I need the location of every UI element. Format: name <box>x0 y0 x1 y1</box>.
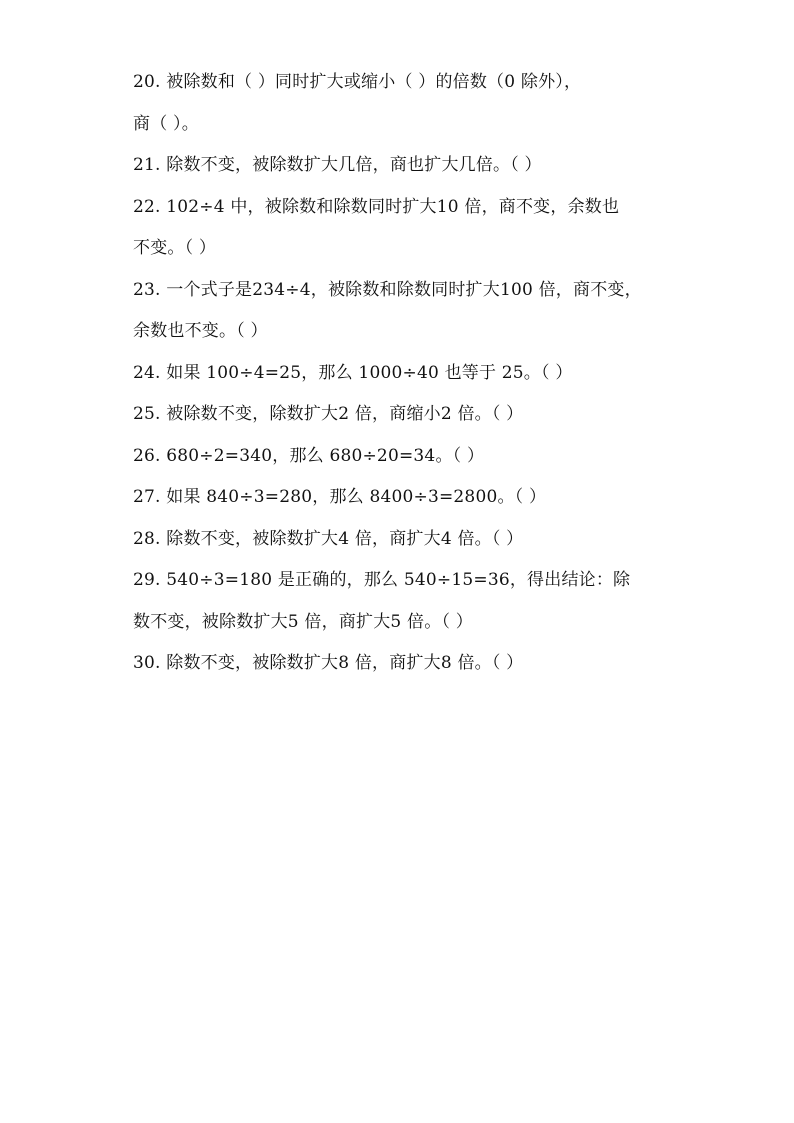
question-25 <box>133 400 673 442</box>
question-20-line-1: 20. 被除数和（ ）同时扩大或缩小（ ）的倍数（0 除外）， <box>133 72 582 92</box>
question-24-line-1: 24. 如果 100÷4=25，那么 1000÷40 也等于 25。（ ） <box>133 362 573 383</box>
question-22 <box>133 193 673 276</box>
question-25-line-1: 25. 被除数不变，除数扩大2 倍，商缩小2 倍。（ ） <box>133 404 524 424</box>
question-list <box>133 68 673 691</box>
question-30-line-1: 30. 除数不变，被除数扩大8 倍，商扩大8 倍。（ ） <box>133 653 524 673</box>
question-26 <box>133 442 673 484</box>
question-27 <box>133 483 673 525</box>
question-23 <box>133 276 673 359</box>
question-28 <box>133 525 673 567</box>
question-20-line-2: 商（ ）。 <box>133 113 199 134</box>
question-21-line-1: 21. 除数不变，被除数扩大几倍，商也扩大几倍。（ ） <box>133 155 542 175</box>
question-21 <box>133 151 673 193</box>
question-29 <box>133 566 673 649</box>
question-29-line-2: 数不变，被除数扩大5 倍，商扩大5 倍。（ ） <box>133 611 473 632</box>
question-26-line-1: 26. 680÷2=340，那么 680÷20=34。（ ） <box>133 445 485 466</box>
question-29-line-1: 29. 540÷3=180 是正确的，那么 540÷15=36，得出结论：除 <box>133 570 631 590</box>
question-30 <box>133 649 673 691</box>
question-20 <box>133 68 673 151</box>
question-28-line-1: 28. 除数不变，被除数扩大4 倍，商扩大4 倍。（ ） <box>133 528 524 549</box>
question-23-line-2: 余数也不变。（ ） <box>133 321 268 341</box>
question-24 <box>133 359 673 401</box>
question-22-line-2: 不变。（ ） <box>133 238 217 258</box>
question-23-line-1: 23. 一个式子是234÷4，被除数和除数同时扩大100 倍，商不变， <box>133 279 642 300</box>
question-22-line-1: 22. 102÷4 中，被除数和除数同时扩大10 倍，商不变，余数也 <box>133 196 620 217</box>
question-27-line-1: 27. 如果 840÷3=280，那么 8400÷3=2800。（ ） <box>133 487 547 507</box>
